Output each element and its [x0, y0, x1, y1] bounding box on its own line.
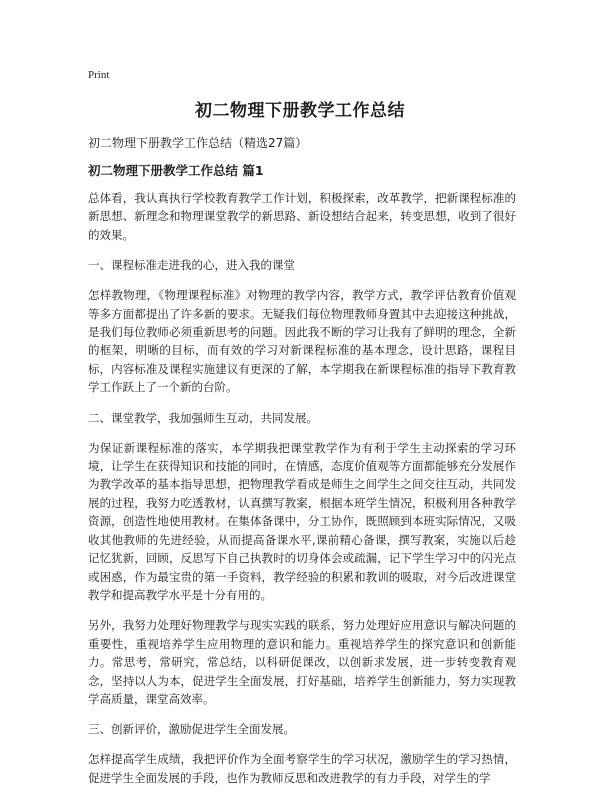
subheading-1: 一、课程标准走进我的心，进入我的课堂 — [88, 258, 295, 273]
document-body — [88, 134, 516, 799]
paragraph-practice: 另外，我努力处理好物理教学与现实实践的联系，努力处理好应用意识与解决问题的重要性，重视培养学生应用物理的意识和能力。重视培养学生的探究意识和创新能力。常思考，常研究，常总结，以科研促课改，以创新求发展，进一步转变教育观念，坚持以人为本，促进学生全面发展，打好基础，培养学生创新能力，努力实现教学高质量，课堂高效率。 — [88, 618, 516, 706]
section-heading: 初二物理下册教学工作总结 篇1 — [88, 163, 264, 178]
subheading-3: 三、创新评价，激励促进学生全面发展。 — [88, 722, 295, 737]
document-subtitle: 初二物理下册教学工作总结（精选27篇） — [88, 136, 308, 150]
paragraph-curriculum: 怎样教物理，《物理课程标准》对物理的教学内容，教学方式，教学评估教育价值观等多方面都提出了许多新的要求。无疑我们每位物理教师身置其中去迎接这种挑战，是我们每位教师必须重新思考的问题。因此我不断的学习让我有了鲜明的理念，全新的框架，明晰的目标，而有效的学习对新课程标准的基本理念，设计思路，课程目标，内容标准及课程实施建议有更深的了解，本学期我在新课程标准的指导下教育教学工作跃上了一个新的台阶。 — [88, 288, 516, 395]
paragraph-evaluation: 怎样提高学生成绩，我把评价作为全面考察学生的学习状况，激励学生的学习热情，促进学生全面发展的手段，也作为教师反思和改进教学的有力手段，对学生的学 — [88, 752, 516, 785]
paragraph-classroom: 为保证新课程标准的落实，本学期我把课堂教学作为有利于学生主动探索的学习环境，让学生在获得知识和技能的同时，在情感，态度价值观等方面都能够充分发展作为教学改革的基本指导思想，把物理教学看成是师生之间学生之间交往互动，共同发展的过程，我努力吃透教材，认真撰写教案，根据本班学生情况，积极利用各种教学资源，创造性地使用教材。在集体备课中，分工协作，既照顾到本班实际情况，又吸收其他教师的先进经验，从而提高备课水平,课前精心备课，撰写教案，实施以后趁记忆犹新，回顾，反思写下自己执教时的切身体会或疏漏，记下学生学习中的闪光点或困惑，作为最宝贵的第一手资料，教学经验的积累和教训的吸取，对今后改进课堂教学和提高教学水平是十分有用的。 — [88, 440, 516, 602]
subheading-2: 二、课堂教学，我加强师生互动，共同发展。 — [88, 410, 318, 425]
document-title: 初二物理下册教学工作总结 — [195, 101, 405, 121]
print-link[interactable]: Print — [88, 69, 110, 81]
paragraph-intro: 总体看，我认真执行学校教育教学工作计划，积极探索，改革教学，把新课程标准的新思想、新理念和物理课堂教学的新思路、新设想结合起来，转变思想，收到了很好的效果。 — [88, 191, 516, 242]
